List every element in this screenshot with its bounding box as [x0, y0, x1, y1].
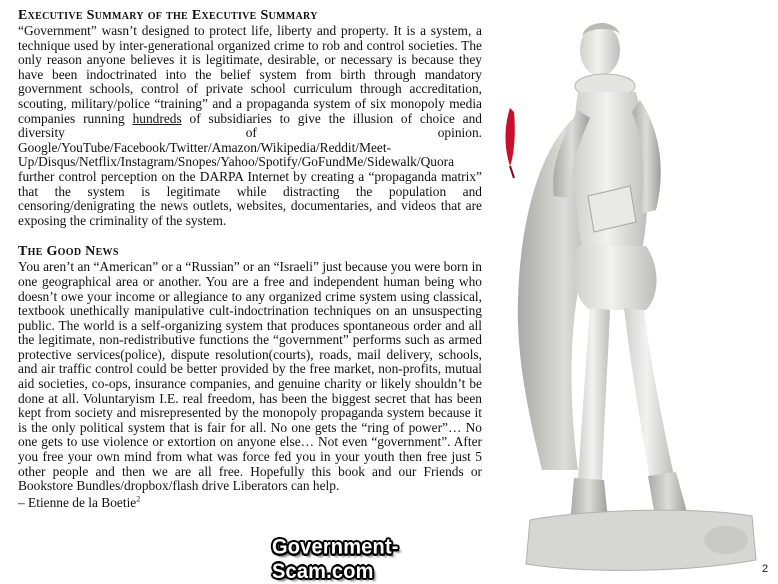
statue-hose	[574, 246, 657, 310]
section-heading-good-news: The Good News	[18, 244, 119, 260]
text-column	[18, 8, 482, 510]
section-heading-executive-summary: Executive Summary of the Executive Summary	[18, 8, 318, 23]
summary-text-part-2: of subsidiaries to give the illusion of choice and diversity of opinion. Google/YouTube/Facebook/Twitter/Amazon/Wikipedia/Reddit/Meet-Up/Disqus/Netflix/Instagram/Snopes/Yahoo/Spotify/GoFundMe/Sidewalk/Quora further control perception on the DARPA Internet by creating a “propaganda matrix” that the system is legitimate while distracting the population and censoring/denigrating the news outlets, websites, documentaries, and videos that are exposing the criminality of the system.	[18, 110, 482, 228]
attribution	[18, 495, 482, 510]
good-news-paragraph: You aren’t an “American” or a “Russian” or an “Israeli” just because you were born in one geographical area or another. You are a free and independent human being who doesn’t owe your income or allegiance to any organized crime system using classical, textbook unethically manipulative cult-indoctrination techniques on an unsuspecting public. The world is a self-organizing system that produces spontaneous order and all the legitimate, non-redistributive functions the “government” performs such as armed protective services(police), dispute resolution(courts), roads, mail delivery, schools, and air traffic control could be better provided by the free market, non-profits, mutual aid societies, co-ops, insurance companies, and genuine charity or likely shouldn’t be done at all. Voluntaryism I.E. real freedom, has been the biggest secret that has been kept from society and misrepresented by the monopoly propaganda system because it is the only political system that is fair for all. No one gets the “ring of power”… No one gets to use violence or extortion on anyone else… Not even “government”. After you free your own mind from what was force fed you in your youth then free just 5 other people and then we are all free. Hopefully this book and our Friends or Bookstore Bundles/dropbox/flash drive Liberators can help.	[18, 259, 482, 494]
footnote-mark: 2	[136, 494, 141, 504]
banner-text: Government-Scam.com	[272, 535, 399, 584]
summary-text-part-1: “Government” wasn’t designed to protect life, liberty and property. It is a system, a technique used by inter-generational organized crime to rob and control societies. The only reason anyone believes it is legitimate, desirable, or necessary is because they have been indoctrinated into the belief system from birth through mandatory government schools, control of private school curriculum through accreditation, scouting, military/police “training” and a propaganda system of six monopoly media companies running	[18, 23, 482, 126]
underlined-word: hundreds	[132, 110, 182, 126]
quill	[506, 108, 515, 166]
page-number: 2	[762, 563, 769, 575]
statue-left-leg	[578, 308, 610, 482]
attribution-author: – Etienne de la Boetie	[18, 494, 137, 510]
statue-image	[490, 0, 778, 581]
executive-summary-paragraph	[18, 24, 482, 228]
website-banner	[272, 535, 498, 584]
statue-right-leg	[624, 308, 674, 480]
